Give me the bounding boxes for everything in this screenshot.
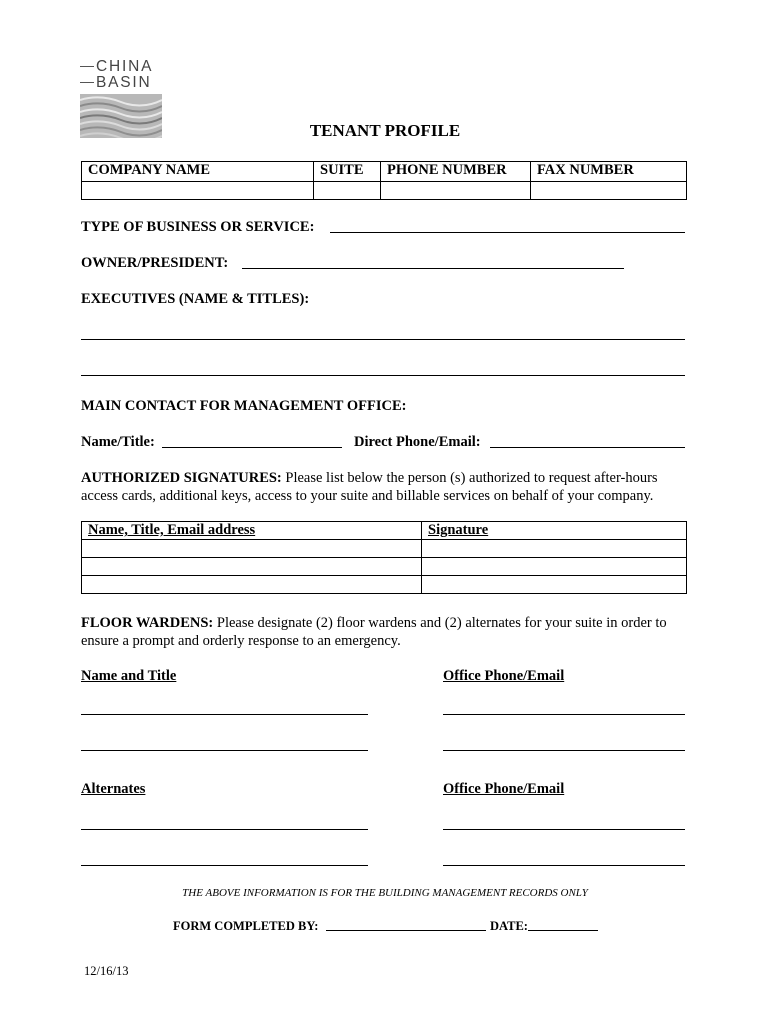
alternates-office-phone-heading: Office Phone/Email	[443, 781, 565, 797]
signatory-1-signature-cell[interactable]	[422, 540, 687, 558]
alternate-1-name-field[interactable]	[81, 829, 368, 830]
logo-line-1: CHINA	[80, 58, 153, 76]
suite-cell[interactable]	[314, 182, 381, 200]
header-company-name: COMPANY NAME	[82, 162, 314, 182]
contact-name-title-label: Name/Title:	[81, 434, 155, 450]
signatory-1-name-cell[interactable]	[82, 540, 422, 558]
phone-number-cell[interactable]	[381, 182, 531, 200]
executives-label: EXECUTIVES (NAME & TITLES):	[81, 291, 310, 307]
alternates-heading: Alternates	[81, 781, 146, 797]
page-title: TENANT PROFILE	[309, 121, 461, 140]
date-label: DATE:	[490, 919, 528, 933]
authorized-signatures-label: AUTHORIZED SIGNATURES:	[81, 470, 282, 486]
direct-phone-label: Direct Phone/Email:	[354, 434, 481, 450]
alternate-2-name-field[interactable]	[81, 865, 368, 866]
direct-phone-field[interactable]	[490, 447, 685, 448]
warden-name-title-heading: Name and Title	[81, 668, 177, 684]
signatory-3-name-cell[interactable]	[82, 576, 422, 594]
header-phone-number: PHONE NUMBER	[381, 162, 531, 182]
form-completed-by-field[interactable]	[326, 930, 486, 931]
warden-2-phone-field[interactable]	[443, 750, 685, 751]
type-of-business-label: TYPE OF BUSINESS OR SERVICE:	[81, 219, 315, 235]
warden-1-name-field[interactable]	[81, 714, 368, 715]
revision-date: 12/16/13	[84, 964, 129, 978]
alternate-2-phone-field[interactable]	[443, 865, 685, 866]
date-field[interactable]	[528, 930, 598, 931]
logo-line-2: BASIN	[80, 74, 152, 92]
floor-wardens-label: FLOOR WARDENS:	[81, 615, 214, 631]
fax-number-cell[interactable]	[531, 182, 687, 200]
header-suite: SUITE	[314, 162, 381, 182]
col-signature: Signature	[422, 522, 687, 540]
owner-president-label: OWNER/PRESIDENT:	[81, 255, 229, 271]
header-fax-number: FAX NUMBER	[531, 162, 687, 182]
warden-office-phone-heading: Office Phone/Email	[443, 668, 565, 684]
type-of-business-field[interactable]	[330, 232, 685, 233]
floor-wardens-text: Please designate (2) floor wardens and (2) alternates for your suite in order to ensure a prompt and orderly response to an emergency.	[81, 615, 667, 649]
records-notice: THE ABOVE INFORMATION IS FOR THE BUILDING MANAGEMENT RECORDS ONLY	[182, 887, 588, 899]
signatory-2-signature-cell[interactable]	[422, 558, 687, 576]
authorized-signatures-table	[81, 521, 687, 594]
company-info-table	[81, 161, 687, 200]
authorized-signatures-paragraph	[81, 469, 691, 505]
executives-field-2[interactable]	[81, 375, 685, 376]
main-contact-heading: MAIN CONTACT FOR MANAGEMENT OFFICE:	[81, 398, 407, 414]
floor-wardens-paragraph	[81, 614, 691, 650]
signatory-3-signature-cell[interactable]	[422, 576, 687, 594]
alternate-1-phone-field[interactable]	[443, 829, 685, 830]
executives-field-1[interactable]	[81, 339, 685, 340]
signatory-2-name-cell[interactable]	[82, 558, 422, 576]
form-completed-by-label: FORM COMPLETED BY:	[173, 919, 319, 933]
contact-name-title-field[interactable]	[162, 447, 342, 448]
col-name-title-email: Name, Title, Email address	[82, 522, 422, 540]
warden-2-name-field[interactable]	[81, 750, 368, 751]
authorized-signatures-text: Please list below the person (s) authorized to request after-hours access cards, additional keys, access to your suite and billable services on behalf of your company.	[81, 470, 658, 504]
owner-president-field[interactable]	[242, 268, 624, 269]
company-name-cell[interactable]	[82, 182, 314, 200]
warden-1-phone-field[interactable]	[443, 714, 685, 715]
